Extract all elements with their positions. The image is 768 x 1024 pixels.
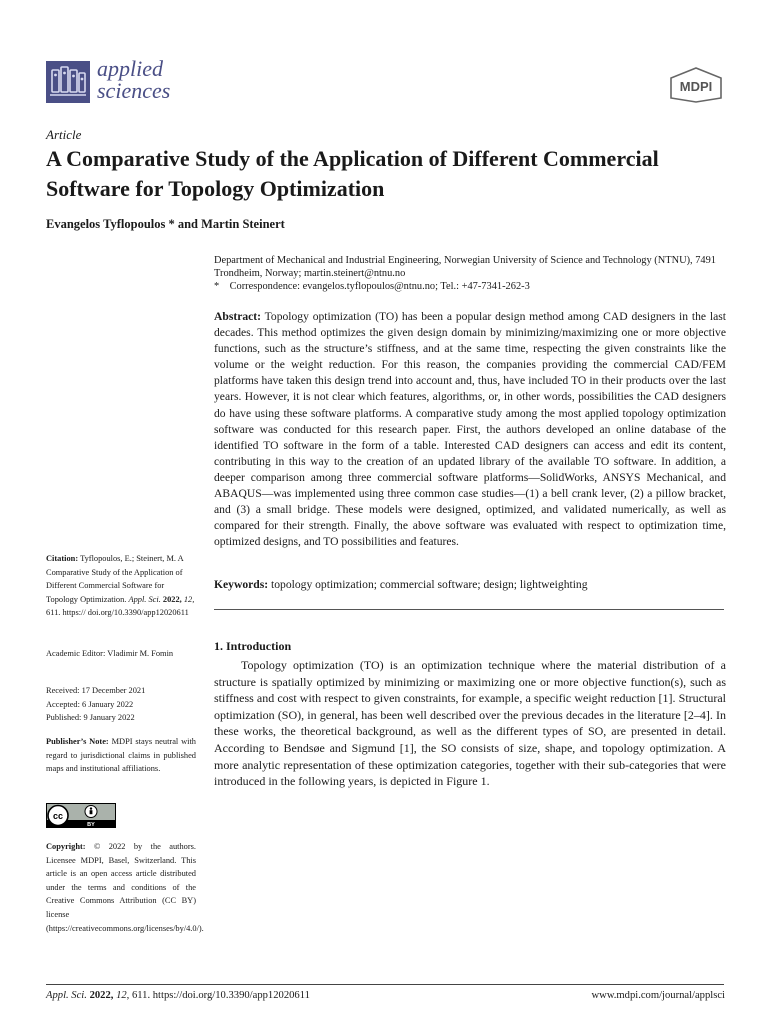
footer-volume: 12, — [116, 990, 130, 1001]
correspondence-text: Correspondence: evangelos.tyflopoulos@ntnu.no; Tel.: +47-7341-262-3 — [229, 281, 530, 292]
footer-doi-link[interactable]: 611. https://doi.org/10.3390/app12020611 — [131, 990, 310, 1001]
cc-badge-label: BY — [87, 822, 95, 828]
citation-label: Citation: — [46, 554, 79, 563]
citation-volume: 12, — [183, 594, 195, 604]
abstract-label: Abstract: — [214, 310, 262, 323]
introduction-paragraph: Topology optimization (TO) is an optimization technique where the material distribution of a structure is spatially optimized by minimizing or maximizing one or more objective function(s), such as stiffness and cost with respect to given constraints, for example, a specific weight reduction [1]. Structural optimization (SO), in general, has been well described over the previous decades in the literature [2–4]. In these works, the theoretical background, as well as the different types of SO, are presented in detail. According to Bendsøe and Sigmund [1], the SO consists of size, shape, and topology optimization. A more analytic representation of these optimization categories, together with their sub-categories that were introduced in the following years, is depicted in Figure 1. — [214, 658, 726, 789]
journal-logo-icon — [46, 61, 90, 103]
copyright-text: © 2022 by the authors. Licensee MDPI, Basel, Switzerland. This article is an open access article distributed under the terms and conditions of the Creative Commons Attribution (CC BY) license (https://creativecommons.org/licenses/by/4.0/). — [46, 842, 204, 933]
footer-journal: Appl. Sci. — [46, 990, 87, 1001]
received-date: Received: 17 December 2021 — [46, 686, 146, 695]
citation-year: 2022, — [162, 594, 182, 604]
citation-text: Tyflopoulos, E.; Steinert, M. A Comparative Study of the Application of Different Commercial Software for Topology Optimization. — [46, 554, 184, 604]
abstract — [214, 309, 726, 550]
journal-name-line1: applied — [97, 56, 163, 81]
svg-text:cc: cc — [52, 811, 64, 821]
published-date: Published: 9 January 2022 — [46, 713, 135, 723]
publisher-logo-text: MDPI — [679, 79, 713, 94]
correspondence-marker: * — [214, 281, 220, 292]
copyright-block — [46, 840, 204, 935]
cc-by-license-icon[interactable] — [46, 803, 116, 828]
correspondence — [214, 280, 726, 293]
publication-dates — [46, 684, 196, 725]
journal-name-line2: sciences — [97, 78, 171, 103]
section-heading-introduction: 1. Introduction — [214, 639, 292, 653]
abstract-text: Topology optimization (TO) has been a popular design method among CAD designers in the last decades. This method optimizes the given design domain by minimizing/maximizing one or more objective functions, such as the structure’s stiffness, and at the same time, respecting the given constraints like the volume or the weight reduction. For this reason, the companies providing the commercial CAD/FEM platforms have taken this design trend into account and, thus, have included TO in their products over the last years. However, it is not clear which features, algorithms, or, in other words, possibilities the CAD designers do have using these software platforms. A comparative study among the most applied topology optimization software was conducted for this research paper. First, the authors developed an online database of the identified TO software in the form of a table. Interested CAD designers can access and edit its content, contributing in this way to the creation of an updated library of the available TO software. In addition, a deeper comparison among three commercial software platforms—SolidWorks, ANSYS Mechanical, and ABAQUS—was implemented using three common case studies—(1) a bell crank lever, (2) a pillow bracket, and (3) a small bridge. These models were designed, optimized, and validated numerically, as well as compared for their strength. Finally, the above software was evaluated with respect to optimization time, optimized designs, and TO possibilities and features. — [214, 310, 726, 549]
citation-doi[interactable]: 611. https:// doi.org/10.3390/app12020611 — [46, 608, 189, 618]
pubnote-label: Publisher’s Note: — [46, 737, 109, 746]
keywords-label: Keywords: — [214, 578, 269, 591]
publishers-note — [46, 735, 196, 776]
academic-editor: Academic Editor: Vladimir M. Fomin — [46, 649, 174, 658]
citation-block — [46, 552, 196, 620]
article-title: A Comparative Study of the Application of Different Commercial Software for Topology Optimization — [46, 146, 659, 201]
footer-journal-url[interactable]: www.mdpi.com/journal/applsci — [591, 990, 725, 1001]
accepted-date: Accepted: 6 January 2022 — [46, 699, 134, 709]
article-type: Article — [46, 127, 82, 142]
author-list: Evangelos Tyflopoulos * and Martin Steinert — [46, 217, 285, 231]
keywords-text: topology optimization; commercial software; design; lightweighting — [271, 578, 588, 591]
footer-year: 2022, — [89, 990, 114, 1001]
footer-divider — [46, 984, 724, 985]
affiliation: Department of Mechanical and Industrial Engineering, Norwegian University of Science and Technology (NTNU), 7491 Trondheim, Norway; martin.steinert@ntnu.no — [214, 255, 717, 279]
journal-name — [97, 58, 170, 102]
mdpi-logo-icon — [667, 66, 725, 104]
footer-citation — [46, 990, 310, 1001]
pubnote-text: MDPI stays neutral with regard to jurisdictional claims in published maps and institutional affiliations. — [46, 737, 196, 774]
keywords — [214, 577, 726, 593]
citation-journal: Appl. Sci. — [128, 594, 161, 604]
section-divider — [214, 609, 724, 610]
copyright-label: Copyright: — [46, 842, 86, 851]
